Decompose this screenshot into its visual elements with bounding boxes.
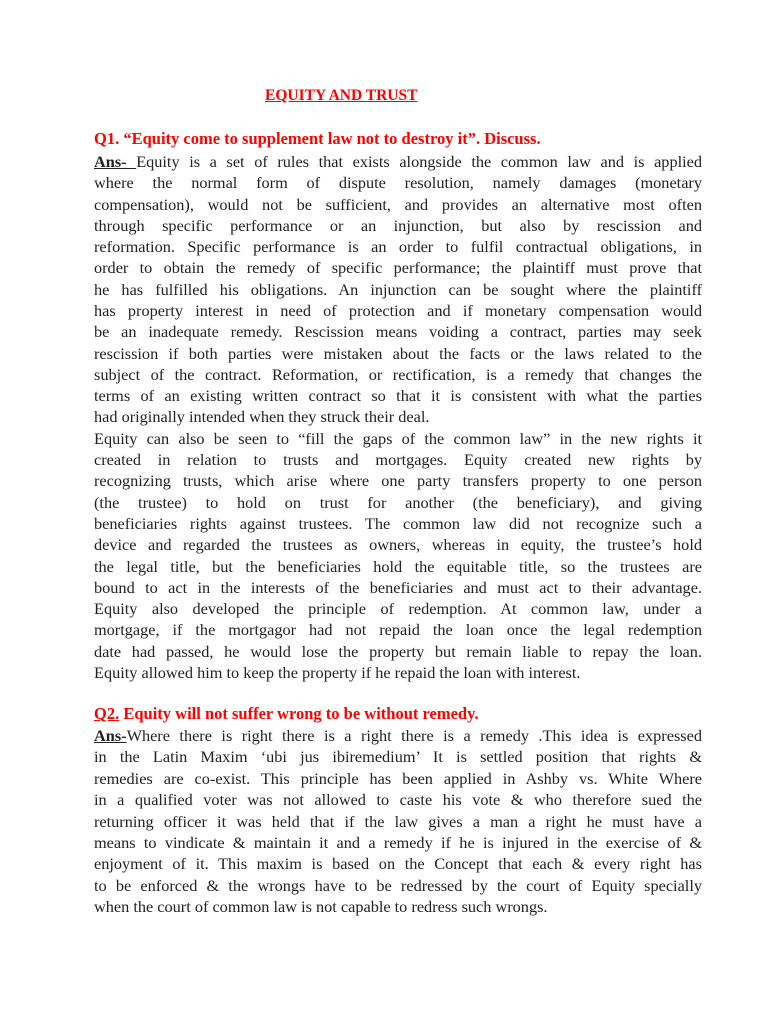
text-line — [94, 300, 702, 321]
text-line — [94, 194, 702, 215]
text-line-content: had originally intended when they struck their deal. — [94, 407, 430, 427]
text-line-content: Equity also developed the principle of redemption. At common law, under a — [94, 599, 702, 619]
text-line — [94, 279, 702, 300]
text-line-content: bound to act in the interests of the beneficiaries and must act to their advantage. — [94, 577, 702, 597]
text-line — [94, 832, 702, 853]
text-line-content: remedies are co-exist. This principle has been applied in Ashby vs. White Where — [94, 768, 702, 788]
text-line — [94, 598, 702, 619]
text-line — [94, 215, 702, 236]
text-line-content: through specific performance or an injunction, but also by rescission and — [94, 215, 702, 235]
text-line-content: be an inadequate remedy. Rescission means voiding a contract, parties may seek — [94, 322, 702, 342]
text-line-content: device and regarded the trustees as owners, whereas in equity, the trustee’s hold — [94, 535, 702, 555]
text-line-content: means to vindicate & maintain it and a remedy if he is injured in the exercise of & — [94, 833, 702, 852]
text-line-content: beneficiaries rights against trustees. The common law did not recognize such a — [94, 513, 702, 533]
text-line — [94, 641, 702, 662]
document-title: EQUITY AND TRUST — [265, 87, 418, 104]
text-line-content: subject of the contract. Reformation, or rectification, is a remedy that changes the — [94, 364, 702, 384]
text-line — [94, 406, 702, 427]
text-line-content: compensation), would not be sufficient, and provides an alternative most often — [94, 194, 702, 214]
text-line — [94, 768, 702, 789]
text-line — [94, 513, 702, 534]
text-line — [94, 343, 702, 364]
text-line — [94, 151, 702, 172]
text-line-content: where the normal form of dispute resolution, namely damages (monetary — [94, 173, 702, 193]
question-1-heading: Q1. “Equity come to supplement law not to destroy it”. Discuss. — [94, 129, 541, 148]
text-line-content: order to obtain the remedy of specific performance; the plaintiff must prove that — [94, 258, 702, 278]
text-line — [94, 789, 702, 810]
text-line-content: date had passed, he would lose the property but remain liable to repay the loan. — [94, 641, 702, 661]
answer-label: Ans- — [94, 152, 137, 171]
text-line-content: when the court of common law is not capable to redress such wrongs. — [94, 897, 548, 917]
text-line — [94, 364, 702, 385]
text-line-content: Equity can also be seen to “fill the gaps of the common law” in the new rights it — [94, 428, 702, 448]
text-line-content: Equity allowed him to keep the property if he repaid the loan with interest. — [94, 662, 581, 682]
text-line-content: the legal title, but the beneficiaries hold the equitable title, so the trustees are — [94, 556, 702, 576]
text-line — [94, 577, 702, 598]
text-line — [94, 385, 702, 406]
text-line — [94, 492, 702, 513]
text-line — [94, 257, 702, 278]
text-line-content: reformation. Specific performance is an order to fulfil contractual obligations, in — [94, 237, 702, 257]
text-line-content: he has fulfilled his obligations. An injunction can be sought where the plaintiff — [94, 279, 702, 299]
text-line-content: mortgage, if the mortgagor had not repaid the loan once the legal redemption — [94, 620, 702, 640]
question-2-heading — [94, 704, 479, 724]
text-line-content: recognizing trusts, which arise where one party transfers property to one person — [94, 471, 702, 491]
text-line — [94, 662, 702, 683]
text-line-content: in a qualified voter was not allowed to caste his vote & who therefore sued the — [94, 790, 702, 810]
text-line — [94, 428, 702, 449]
text-line — [94, 172, 702, 193]
text-line-content: in the Latin Maxim ‘ubi jus ibiremedium’ It is settled position that rights & — [94, 747, 702, 767]
text-line-content: has property interest in need of protection and if monetary compensation would — [94, 301, 702, 321]
text-line-content: created in relation to trusts and mortgages. Equity created new rights by — [94, 450, 702, 470]
text-line — [94, 449, 702, 470]
text-line — [94, 619, 702, 640]
answer-label: Ans- — [94, 726, 127, 745]
text-line — [94, 556, 702, 577]
text-line — [94, 811, 702, 832]
text-line — [94, 875, 702, 896]
text-line-content: enjoyment of it. This maxim is based on the Concept that each & every right has — [94, 854, 702, 874]
text-line-content: rescission if both parties were mistaken about the facts or the laws related to the — [94, 343, 702, 363]
text-line-content: terms of an existing written contract so that it is consistent with what the parties — [94, 386, 702, 406]
text-line — [94, 321, 702, 342]
text-line — [94, 725, 702, 746]
text-line-content: Where there is right there is a right there is a remedy .This idea is expressed — [126, 726, 702, 745]
text-line — [94, 470, 702, 491]
text-line-content: Equity is a set of rules that exists alongside the common law and is applied — [136, 152, 702, 171]
text-line-content: to be enforced & the wrongs have to be redressed by the court of Equity specially — [94, 875, 702, 895]
question-2-text: Equity will not suffer wrong to be without remedy. — [119, 704, 479, 723]
text-line-content: (the trustee) to hold on trust for another (the beneficiary), and giving — [94, 492, 702, 512]
text-line — [94, 236, 702, 257]
text-line — [94, 896, 702, 917]
question-2-number: Q2. — [94, 704, 120, 723]
text-line — [94, 534, 702, 555]
text-line-content: returning officer it was held that if the law gives a man a right he must have a — [94, 811, 702, 831]
text-line — [94, 746, 702, 767]
text-line — [94, 853, 702, 874]
